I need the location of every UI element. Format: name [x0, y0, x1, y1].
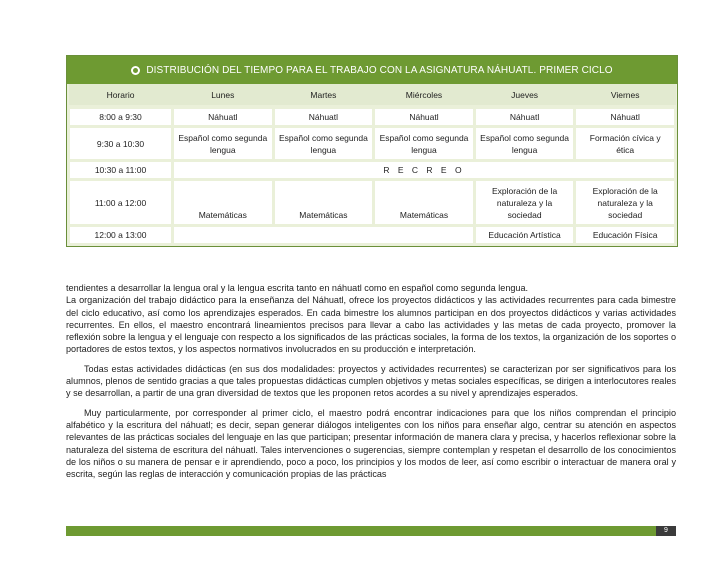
table-cell: Español como segunda lengua: [173, 127, 274, 161]
table-cell: Matemáticas: [374, 180, 475, 226]
table-cell: Español como segunda lengua: [474, 127, 575, 161]
schedule-title: DISTRIBUCIÓN DEL TIEMPO PARA EL TRABAJO CON LA ASIGNATURA NÁHUATL. PRIMER CICLO: [146, 64, 613, 76]
time-cell: 12:00 a 13:00: [69, 226, 173, 245]
table-cell: Matemáticas: [273, 180, 374, 226]
header-horario: Horario: [69, 84, 173, 107]
recreo-cell: R E C R E O: [173, 161, 676, 180]
table-row: [69, 127, 676, 161]
table-cell: Náhuatl: [273, 107, 374, 127]
paragraph: tendientes a desarrollar la lengua oral y la lengua escrita tanto en náhuatl como en español como segunda lengua.: [66, 283, 529, 293]
table-cell: Náhuatl: [173, 107, 274, 127]
header-miercoles: Miércoles: [374, 84, 475, 107]
time-cell: 10:30 a 11:00: [69, 161, 173, 180]
footer-bar: [66, 526, 676, 536]
paragraph: Todas estas actividades didácticas (en sus dos modalidades: proyectos y actividades recurrentes) se caracterizan por ser significativos para los alumnos, plenos de sentido gracias a que tales propuestas didácticas cumplen objetivos y metas sociales específicas, se dirigen a interlocutores reales y se desarrollan, a partir de una gran diversidad de textos que les proponen retos acordes a su nivel y aprendizajes esperados.: [66, 363, 676, 399]
time-cell: 11:00 a 12:00: [69, 180, 173, 226]
body-text: [66, 282, 676, 480]
table-cell: Náhuatl: [474, 107, 575, 127]
table-cell: Español como segunda lengua: [374, 127, 475, 161]
table-row: [69, 107, 676, 127]
paragraph: Muy particularmente, por corresponder al primer ciclo, el maestro podrá encontrar indicaciones para que los niños comprendan el principio alfabético y la escritura del náhuatl; es decir, sepan generar diálogos inteligentes con los niños para enseñar algo, centrar su atención en aspectos relevantes de las prácticas sociales del lenguaje en las que participan; presentar información de manera clara y precisa, y hacerlos reflexionar sobre la naturaleza del sistema de escritura del náhuatl. Tales intervenciones o sugerencias, siempre contemplan y respetan el desarrollo de los conocimientos de los niños o su manera de pensar e ir aprendiendo, poco a poco, los principios y los modos de leer, así como escribir o interactuar de manera oral y escrita, según las reglas de interacción y comunicación propias de las prácticas: [66, 407, 676, 480]
table-cell: Matemáticas: [173, 180, 274, 226]
schedule-table: [67, 84, 677, 246]
schedule-title-bar: [67, 56, 677, 84]
header-martes: Martes: [273, 84, 374, 107]
time-cell: 8:00 a 9:30: [69, 107, 173, 127]
table-row: [69, 226, 676, 245]
table-cell: Náhuatl: [374, 107, 475, 127]
table-cell: Exploración de la naturaleza y la sociedad: [474, 180, 575, 226]
header-jueves: Jueves: [474, 84, 575, 107]
table-header-row: [69, 84, 676, 107]
table-cell: Náhuatl: [575, 107, 676, 127]
table-cell: Español como segunda lengua: [273, 127, 374, 161]
table-cell: Exploración de la naturaleza y la sociedad: [575, 180, 676, 226]
time-cell: 9:30 a 10:30: [69, 127, 173, 161]
table-row: [69, 180, 676, 226]
header-lunes: Lunes: [173, 84, 274, 107]
page-number: 9: [656, 526, 676, 536]
header-viernes: Viernes: [575, 84, 676, 107]
paragraph: La organización del trabajo didáctico para la enseñanza del Náhuatl, ofrece los proyectos didácticos y las actividades recurrentes para cada bimestre del ciclo educativo, así como los aprendizajes esperados. En cada bimestre los alumnos participan en dos proyectos didácticos y varias actividades recurrentes. En ellos, el maestro encontrará lineamientos precisos para llevar a cabo las actividades y las metas de cada proyecto, promover la reflexión sobre la lengua y el lenguaje con respecto a los significados de las prácticas sociales, la forma de los textos, la organización de los soportes o portadores de estos textos, y los aspectos normativos involucrados en su producción e interpretación.: [66, 295, 676, 355]
table-cell: Educación Física: [575, 226, 676, 245]
table-row: [69, 161, 676, 180]
schedule-table-panel: [66, 55, 678, 247]
table-cell: Educación Artística: [474, 226, 575, 245]
bullet-icon: [131, 66, 140, 75]
table-cell: Formación cívica y ética: [575, 127, 676, 161]
table-cell-empty: [173, 226, 475, 245]
